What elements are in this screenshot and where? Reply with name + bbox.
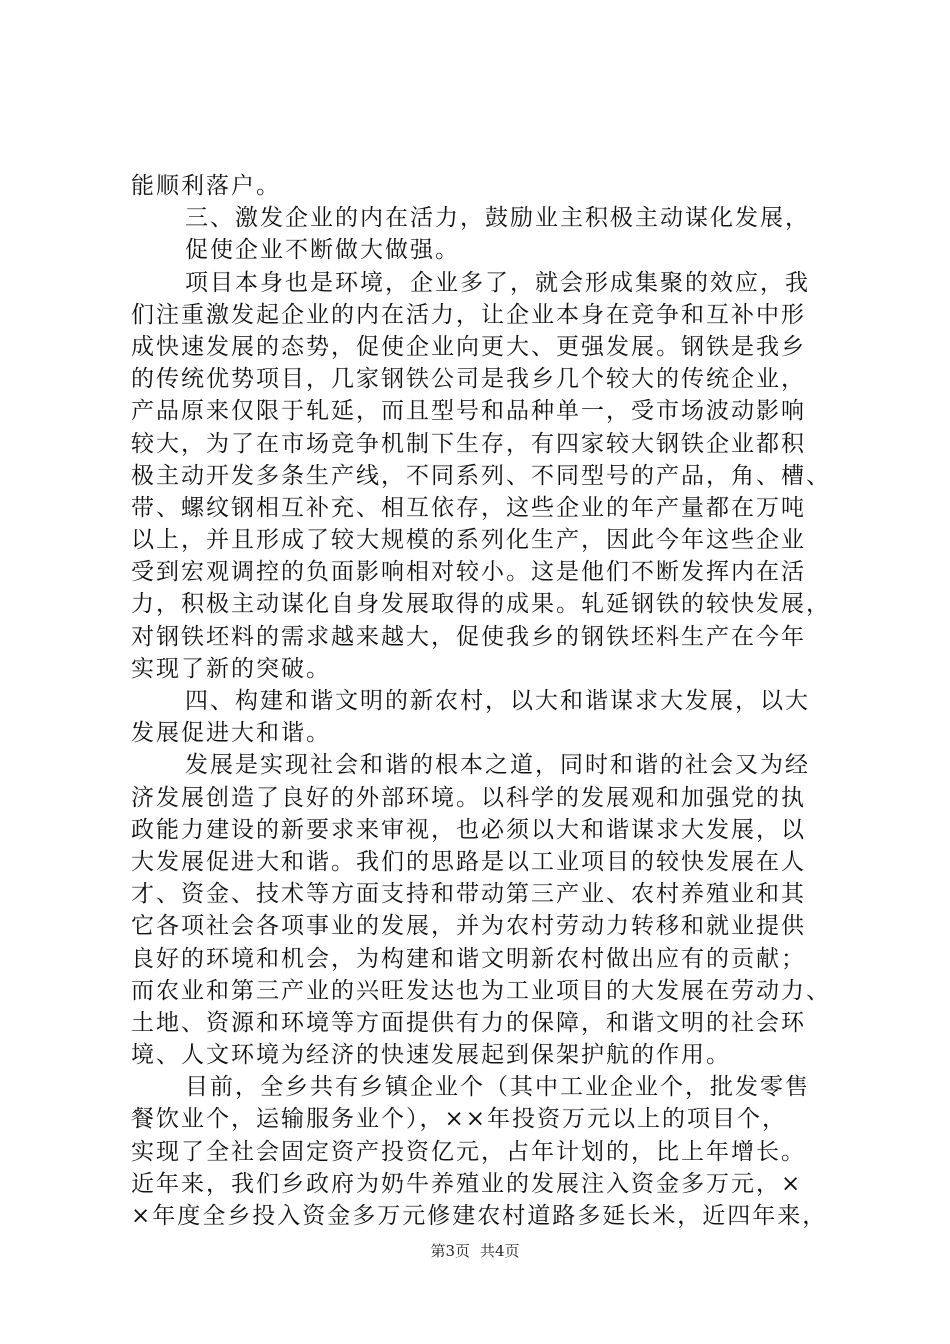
text-line: 们注重激发起企业的内在活力，让企业本身在竞争和互补中形 [131, 301, 806, 328]
text-line: 发展是实现社会和谐的根本之道，同时和谐的社会又为经 [185, 752, 810, 779]
text-line: 济发展创造了良好的外部环境。以科学的发展观和加强党的执 [131, 784, 806, 811]
text-line: 政能力建设的新要求来审视，也必须以大和谐谋求大发展，以 [131, 816, 806, 843]
text-line: 力，积极主动谋化自身发展取得的成果。轧延钢铁的较快发展， [131, 591, 831, 618]
text-line: 餐饮业个，运输服务业个），××年投资万元以上的项目个， [131, 1106, 788, 1133]
text-line: 成快速发展的态势，促使企业向更大、更强发展。钢铁是我乡 [131, 333, 806, 360]
text-line: 境、人文环境为经济的快速发展起到保架护航的作用。 [131, 1042, 731, 1069]
section-heading-line: 三、激发企业的内在活力，鼓励业主积极主动谋化发展， [185, 205, 810, 232]
text-line: 的传统优势项目，几家钢铁公司是我乡几个较大的传统企业， [131, 366, 806, 393]
section-heading-line: 促使企业不断做大做强。 [185, 237, 460, 264]
text-line: 产品原来仅限于轧延，而且型号和品种单一，受市场波动影响 [131, 398, 806, 425]
text-line: 良好的环境和机会，为构建和谐文明新农村做出应有的贡献； [131, 945, 806, 972]
document-body [131, 170, 831, 1232]
text-line: ×年度全乡投入资金多万元修建农村道路多延长米，近四年来， [131, 1203, 828, 1229]
text-line: 目前，全乡共有乡镇企业个（其中工业企业个，批发零售 [185, 1074, 810, 1101]
text-line: 受到宏观调控的负面影响相对较小。这是他们不断发挥内在活 [131, 559, 806, 586]
page-footer [0, 1240, 950, 1261]
text-line: 近年来，我们乡政府为奶牛养殖业的发展注入资金多万元，× [131, 1170, 803, 1197]
section-heading-line: 发展促进大和谐。 [131, 720, 331, 747]
text-line: 大发展促进大和谐。我们的思路是以工业项目的较快发展在人 [131, 848, 806, 875]
text-line: 极主动开发多条生产线，不同系列、不同型号的产品，角、槽、 [131, 462, 831, 489]
text-line: 带、螺纹钢相互补充、相互依存，这些企业的年产量都在万吨 [131, 494, 806, 521]
text-line: 较大，为了在市场竞争机制下生存，有四家较大钢铁企业都积 [131, 430, 806, 457]
text-line: 实现了新的突破。 [131, 655, 331, 682]
text-line: 能顺利落户。 [131, 173, 281, 199]
page-total: 共4页 [480, 1242, 520, 1260]
text-line: 实现了全社会固定资产投资亿元，占年计划的，比上年增长。 [131, 1138, 806, 1165]
section-heading-line: 四、构建和谐文明的新农村，以大和谐谋求大发展，以大 [185, 688, 810, 714]
text-line: 而农业和第三产业的兴旺发达也为工业项目的大发展在劳动力、 [131, 977, 831, 1004]
page-number: 第3页 [430, 1242, 470, 1260]
text-line: 对钢铁坯料的需求越来越大，促使我乡的钢铁坯料生产在今年 [131, 623, 806, 650]
text-line: 以上，并且形成了较大规模的系列化生产，因此今年这些企业 [131, 527, 806, 554]
text-line: 项目本身也是环境，企业多了，就会形成集聚的效应，我 [185, 269, 810, 296]
text-line: 土地、资源和环境等方面提供有力的保障，和谐文明的社会环 [131, 1009, 806, 1036]
text-line: 它各项社会各项事业的发展，并为农村劳动力转移和就业提供 [131, 913, 806, 940]
text-line: 才、资金、技术等方面支持和带动第三产业、农村养殖业和其 [131, 881, 806, 908]
